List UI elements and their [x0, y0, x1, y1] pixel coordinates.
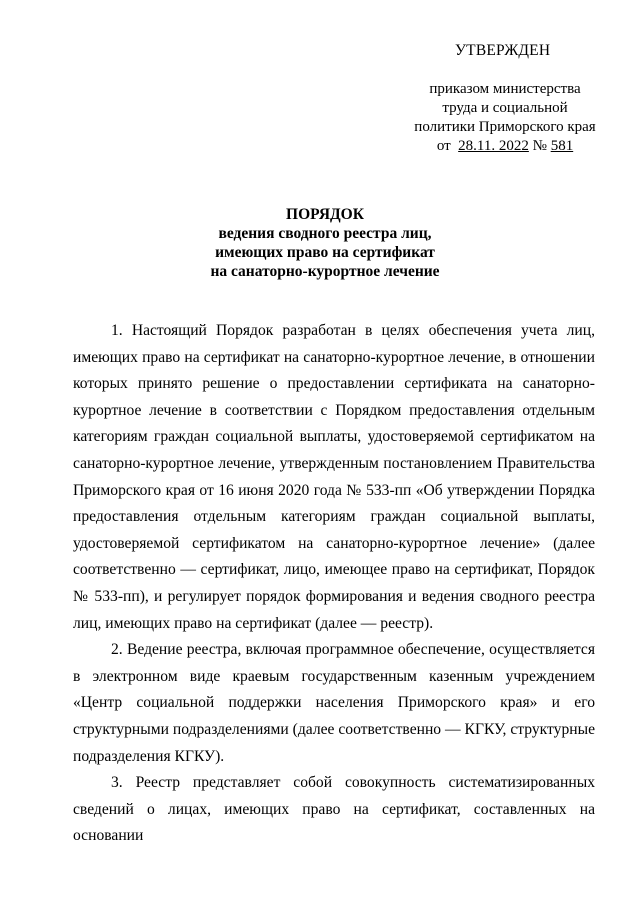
heading-line-1: ПОРЯДОК	[286, 206, 364, 223]
approval-date-prefix: от	[436, 138, 451, 154]
paragraph-1: 1. Настоящий Порядок разработан в целях обеспечения учета лиц, имеющих право на сертификат на санаторно-курортное лечение, в отношении которых принято решение о предоставлении сертификата на санаторно-курортное лечение в соответствии с Порядком предоставления отдельным категориям граждан социальной выплаты, удостоверяемой сертификатом на санаторно-курортное лечение, утвержденным постановлением Правительства Приморского края от 16 июня 2020 года № 533-пп «Об утверждении Порядка предоставления отдельным категориям граждан социальной выплаты, удостоверяемой сертификатом на санаторно-курортное лечение» (далее соответственно — сертификат, лицо, имеющее право на сертификат, Порядок № 533-пп), и регулирует порядок формирования и ведения сводного реестра лиц, имеющих право на сертификат (далее — реестр).	[73, 322, 595, 632]
heading-line-2: ведения сводного реестра лиц,	[218, 225, 432, 242]
paragraph-2: 2. Ведение реестра, включая программное обеспечение, осуществляется в электронном виде краевым государственным казенным учреждением «Центр социальной поддержки населения Приморского края» и его структурными подразделениями (далее соответственно — КГКУ, структурные подразделения КГКУ).	[73, 641, 595, 765]
approval-date-line	[380, 137, 630, 156]
heading-line-4: на санаторно-курортное лечение	[210, 263, 440, 280]
approval-title: УТВЕРЖДЕН	[455, 42, 551, 59]
heading-line-3: имеющих право на сертификат	[215, 244, 435, 261]
document-body	[73, 318, 595, 850]
approval-date: 28.11. 2022	[458, 138, 529, 154]
approval-line-1: приказом министерства	[429, 81, 581, 97]
approval-number-prefix: №	[532, 138, 547, 154]
approval-line-3: политики Приморского края	[414, 119, 596, 135]
paragraph-3: 3. Реестр представляет собой совокупность систематизированных сведений о лицах, имеющих право на сертификат, составленных на основании	[73, 774, 595, 845]
approval-line-2: труда и социальной	[442, 100, 568, 116]
approval-block	[380, 80, 630, 156]
document-heading	[120, 205, 530, 281]
approval-number: 581	[550, 138, 574, 154]
